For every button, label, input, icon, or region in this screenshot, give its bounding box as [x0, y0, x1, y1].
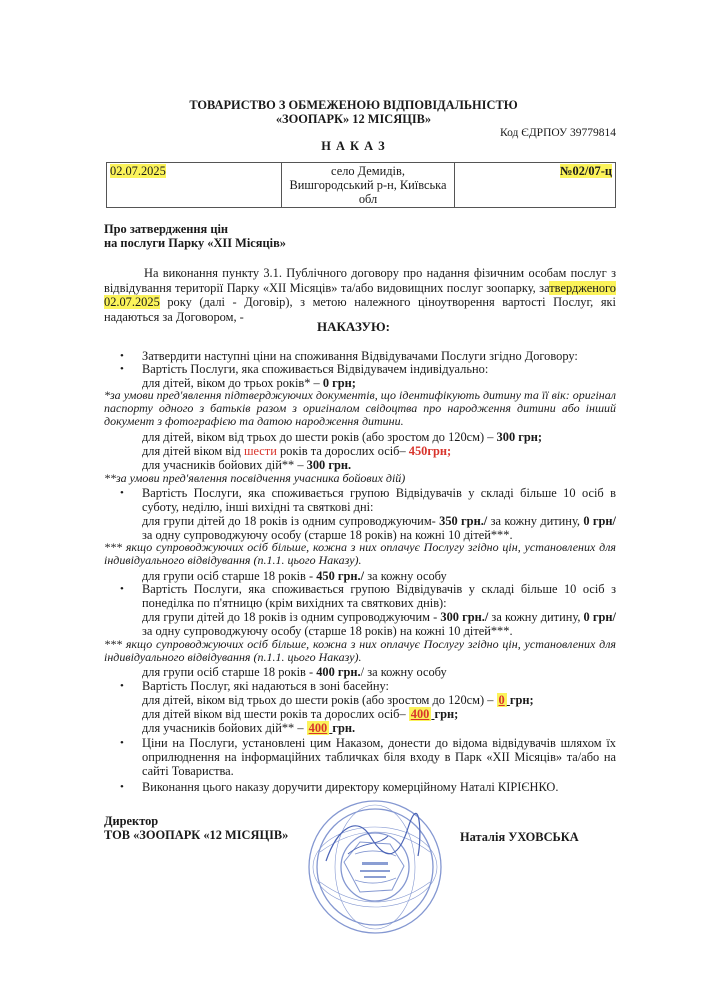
price-label: за кожну особу	[364, 569, 447, 583]
item-text: Вартість Послуги, яка споживається Відвідувачем індивідуально:	[142, 362, 489, 376]
price-value: 300 грн;	[496, 430, 543, 444]
list-item	[120, 736, 616, 778]
price-label: за одну супроводжуючу особу (старше 18 років) на кожні 10 дітей***.	[142, 528, 513, 542]
order-date: 02.07.2025	[110, 164, 166, 178]
list-item	[120, 349, 616, 363]
price-label: для учасників бойових дій** –	[142, 458, 307, 472]
place-cell	[282, 163, 455, 208]
price-value: 0	[498, 693, 505, 707]
date-cell	[107, 163, 282, 208]
price-value: 450грн;	[408, 444, 452, 458]
number-cell	[455, 163, 616, 208]
price-label: для дітей, віком від трьох до шести років (або зростом до 120см) –	[142, 430, 497, 444]
intro-paragraph	[104, 266, 616, 324]
pool-price-adults	[142, 707, 458, 721]
footnote-escorts: *** якщо супроводжуючих осіб більше, кожна з них оплачує Послугу згідно цін, установлених для індивідуального відвідування (п.1.1. цього Наказу).	[104, 637, 616, 664]
price-line-kids-3-6	[142, 430, 542, 444]
item-text: Вартість Послуги, яка споживається групою Відвідувачів у складі більше 10 осіб в суботу, неділю, інші вихідні та святкові дні:	[142, 486, 616, 514]
price-line-veterans	[142, 458, 351, 472]
price-label: для дітей, віком до трьох років* –	[142, 376, 323, 390]
price-label: років та дорослих осіб–	[276, 444, 409, 458]
price-value: 300 грн.	[306, 458, 352, 472]
price-value: 0 грн;	[322, 376, 356, 390]
footnote-escorts: *** якщо супроводжуючих осіб більше, кожна з них оплачує Послугу згідно цін, установлених для індивідуального відвідування (п.1.1. цього Наказу).	[104, 540, 616, 567]
bullet-icon: •	[120, 680, 124, 692]
price-label: для групи дітей до 18 років із одним супроводжуючим -	[142, 610, 441, 624]
price-line-adults	[142, 444, 451, 458]
order-header-table	[106, 162, 616, 208]
price-value: 350 грн./	[439, 514, 488, 528]
list-item	[120, 362, 616, 376]
price-line-group-adults-weekend	[142, 569, 447, 583]
bullet-icon: •	[120, 350, 124, 362]
price-unit: грн;	[509, 693, 534, 707]
place-line3: обл	[358, 192, 378, 206]
subject-line1: Про затвердження цін	[104, 222, 229, 236]
bullet-icon: •	[120, 583, 124, 595]
price-unit: грн;	[434, 707, 459, 721]
price-label: / за кожну особу	[360, 665, 447, 679]
price-label: за кожну дитину,	[488, 610, 584, 624]
price-line-group-adults-weekday	[142, 665, 447, 679]
document-type: Н А К А З	[321, 139, 386, 153]
intro-text-2: року (далі - Договір), з метою належного ціноутворення вартості Послуг, які надаються за Договором, -	[104, 295, 616, 324]
price-value: 300 грн./	[440, 610, 489, 624]
item-text: Вартість Послуги, яка споживається групою Відвідувачів у складі більше 10 осіб з понеділка по п'ятницю (крім вихідних та святкових днів):	[142, 582, 616, 610]
price-label: для дітей віком від шести років та дорослих осіб–	[142, 707, 409, 721]
list-item	[120, 679, 616, 693]
price-line-group-weekday	[142, 610, 616, 638]
price-label-red: шести	[243, 444, 277, 458]
edrpou-code: Код ЄДРПОУ 39779814	[500, 127, 617, 139]
signer-title-2: ТОВ «ЗООПАРК «12 МІСЯЦІВ»	[104, 828, 289, 842]
pool-price-kids-3-6	[142, 693, 534, 707]
price-value: 450 грн./	[316, 569, 365, 583]
place-line2: Вишгородський р-н, Київська	[289, 178, 447, 192]
footnote-documents: *за умови пред'явлення підтверджуючих документів, що ідентифікують дитину та її вік: оригінал паспорту одного з батьків разом з оригіналом свідоцтва про народження дитини або інший документ з фотографією та датою народження дитини.	[104, 388, 616, 428]
bullet-icon: •	[120, 363, 124, 375]
price-label: за одну супроводжуючу особу (старше 18 років) на кожні 10 дітей***.	[142, 624, 513, 638]
price-value: 400	[410, 707, 430, 721]
org-name-line2: «ЗООПАРК» 12 МІСЯЦІВ»	[275, 112, 432, 126]
pool-price-veterans	[142, 721, 355, 735]
footnote-veterans: **за умови пред'явлення посвідчення учасника бойових дій)	[104, 471, 406, 485]
price-label: для групи дітей до 18 років із одним супроводжуючим-	[142, 514, 440, 528]
place-line1: село Демидів,	[331, 164, 405, 178]
bullet-icon: •	[120, 737, 124, 749]
order-number: №02/07-ц	[560, 164, 612, 178]
price-unit: грн.	[332, 721, 356, 735]
price-label: для дітей віком від	[142, 444, 244, 458]
list-item	[120, 486, 616, 514]
org-name-line1: ТОВАРИСТВО З ОБМЕЖЕНОЮ ВІДПОВІДАЛЬНІСТЮ	[189, 98, 518, 112]
bullet-icon: •	[120, 781, 124, 793]
signature-icon	[318, 806, 428, 876]
price-value: 400	[308, 721, 328, 735]
item-text: Вартість Послуг, які надаються в зоні басейну:	[142, 679, 390, 693]
price-label: для дітей, віком від трьох до шести років (або зростом до 120см) –	[142, 693, 497, 707]
list-item	[120, 582, 616, 610]
intro-highlight: твердженого 02.07.2025	[104, 280, 616, 310]
price-line-group-weekend	[142, 514, 616, 542]
bullet-icon: •	[120, 487, 124, 499]
price-value: 0 грн/	[583, 514, 616, 528]
item-text: Виконання цього наказу доручити директору комерційному Наталі КІРІЄНКО.	[142, 780, 559, 794]
item-text: Ціни на Послуги, установлені цим Наказом, донести до відома відвідувачів шляхом їх оприлюднення на інформаційних табличках біля входу в Парк «ХІІ Місяців» та/або на сайті Товариства.	[142, 736, 616, 778]
price-label: для учасників бойових дій** –	[142, 721, 307, 735]
order-word: НАКАЗУЮ:	[316, 319, 391, 334]
price-value: 0 грн/	[583, 610, 616, 624]
price-value: 400 грн.	[316, 665, 361, 679]
intro-text-1: На виконання пункту 3.1. Публічного договору про надання фізичним особам послуг з відвідування території Парку «ХІІ Місяців» та/або видовищних послуг зоопарку, за	[104, 266, 616, 295]
subject-line2: на послуги Парку «ХІІ Місяців»	[104, 236, 286, 250]
signer-title-1: Директор	[104, 814, 159, 828]
item-text: Затвердити наступні ціни на споживання Відвідувачами Послуги згідно Договору:	[142, 349, 578, 363]
price-label: за кожну дитину,	[487, 514, 584, 528]
price-label: для групи осіб старше 18 років -	[142, 665, 317, 679]
signer-name: Наталія УХОВСЬКА	[460, 830, 579, 844]
price-label: для групи осіб старше 18 років -	[142, 569, 317, 583]
